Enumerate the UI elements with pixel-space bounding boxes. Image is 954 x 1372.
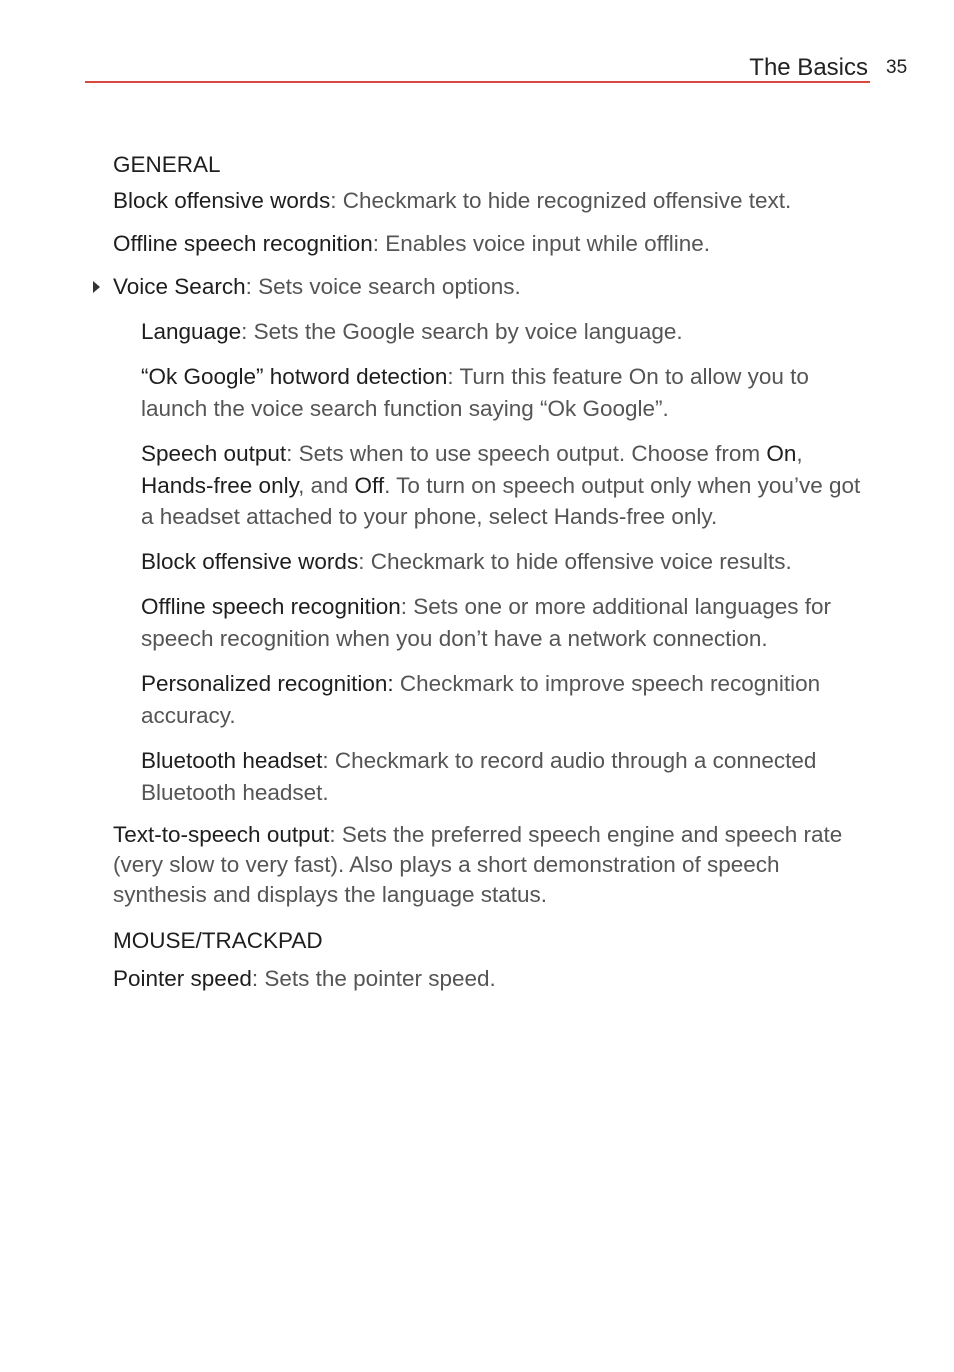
voice-speech-output <box>141 438 871 533</box>
description: : Checkmark to hide recognized offensive text. <box>330 188 792 213</box>
voice-offline-speech <box>141 591 871 654</box>
description: : Checkmark to hide offensive voice results. <box>358 549 792 574</box>
term: Voice Search <box>113 274 246 299</box>
description: : Sets the Google search by voice language. <box>241 319 683 344</box>
description: : Sets the pointer speed. <box>251 966 496 991</box>
general-offline-speech <box>113 228 873 260</box>
voice-bluetooth <box>141 745 871 808</box>
description: Checkmark to improve speech recognition accuracy. <box>141 671 821 728</box>
option-hands-free: Hands-free only <box>141 472 299 498</box>
mouse-trackpad-heading: MOUSE/TRACKPAD <box>113 928 323 953</box>
voice-search-item <box>113 271 873 303</box>
pointer-speed <box>113 963 873 995</box>
bullet-arrow-icon <box>93 281 100 293</box>
voice-hotword <box>141 361 871 424</box>
term: Offline speech recognition <box>113 231 373 256</box>
voice-block-offensive <box>141 546 871 578</box>
term: Block offensive words <box>141 549 359 574</box>
voice-language <box>141 316 871 348</box>
term: Text-to-speech output <box>113 822 330 847</box>
option-on: On <box>766 441 797 466</box>
general-block-offensive <box>113 185 873 217</box>
term: Speech output <box>141 441 287 466</box>
term: Language <box>141 319 242 344</box>
text-to-speech-output <box>113 820 873 910</box>
description: : Enables voice input while offline. <box>372 231 711 256</box>
separator: , <box>796 441 803 466</box>
term: Pointer speed <box>113 966 252 991</box>
description: : Sets the preferred speech engine and speech rate (very slow to very fast). Also plays a short demonstration of speech synthesis and displays the language status. <box>113 822 843 907</box>
term: Block offensive words <box>113 188 331 213</box>
section-title: The Basics <box>749 54 868 81</box>
option-off: Off <box>354 472 385 498</box>
separator: , and <box>298 472 355 498</box>
page-number: 35 <box>886 57 908 78</box>
description: : Checkmark to record audio through a connected Bluetooth headset. <box>141 748 817 805</box>
description: : Sets one or more additional languages for speech recognition when you don’t have a network connection. <box>141 594 832 651</box>
term: Personalized recognition: <box>141 671 394 696</box>
description: : Sets voice search options. <box>245 274 521 299</box>
description: . To turn on speech output only when you’ve got a headset attached to your phone, select Hands-free only. <box>141 472 861 529</box>
term: “Ok Google” hotword detection <box>141 364 448 389</box>
description: : Turn this feature On to allow you to launch the voice search function saying “Ok Google”. <box>141 364 809 421</box>
general-heading: GENERAL <box>113 152 221 177</box>
term: Bluetooth headset <box>141 748 323 773</box>
description: : Sets when to use speech output. Choose from <box>286 441 767 466</box>
term: Offline speech recognition <box>141 594 401 619</box>
voice-personalized <box>141 668 871 731</box>
header-divider <box>85 81 870 83</box>
